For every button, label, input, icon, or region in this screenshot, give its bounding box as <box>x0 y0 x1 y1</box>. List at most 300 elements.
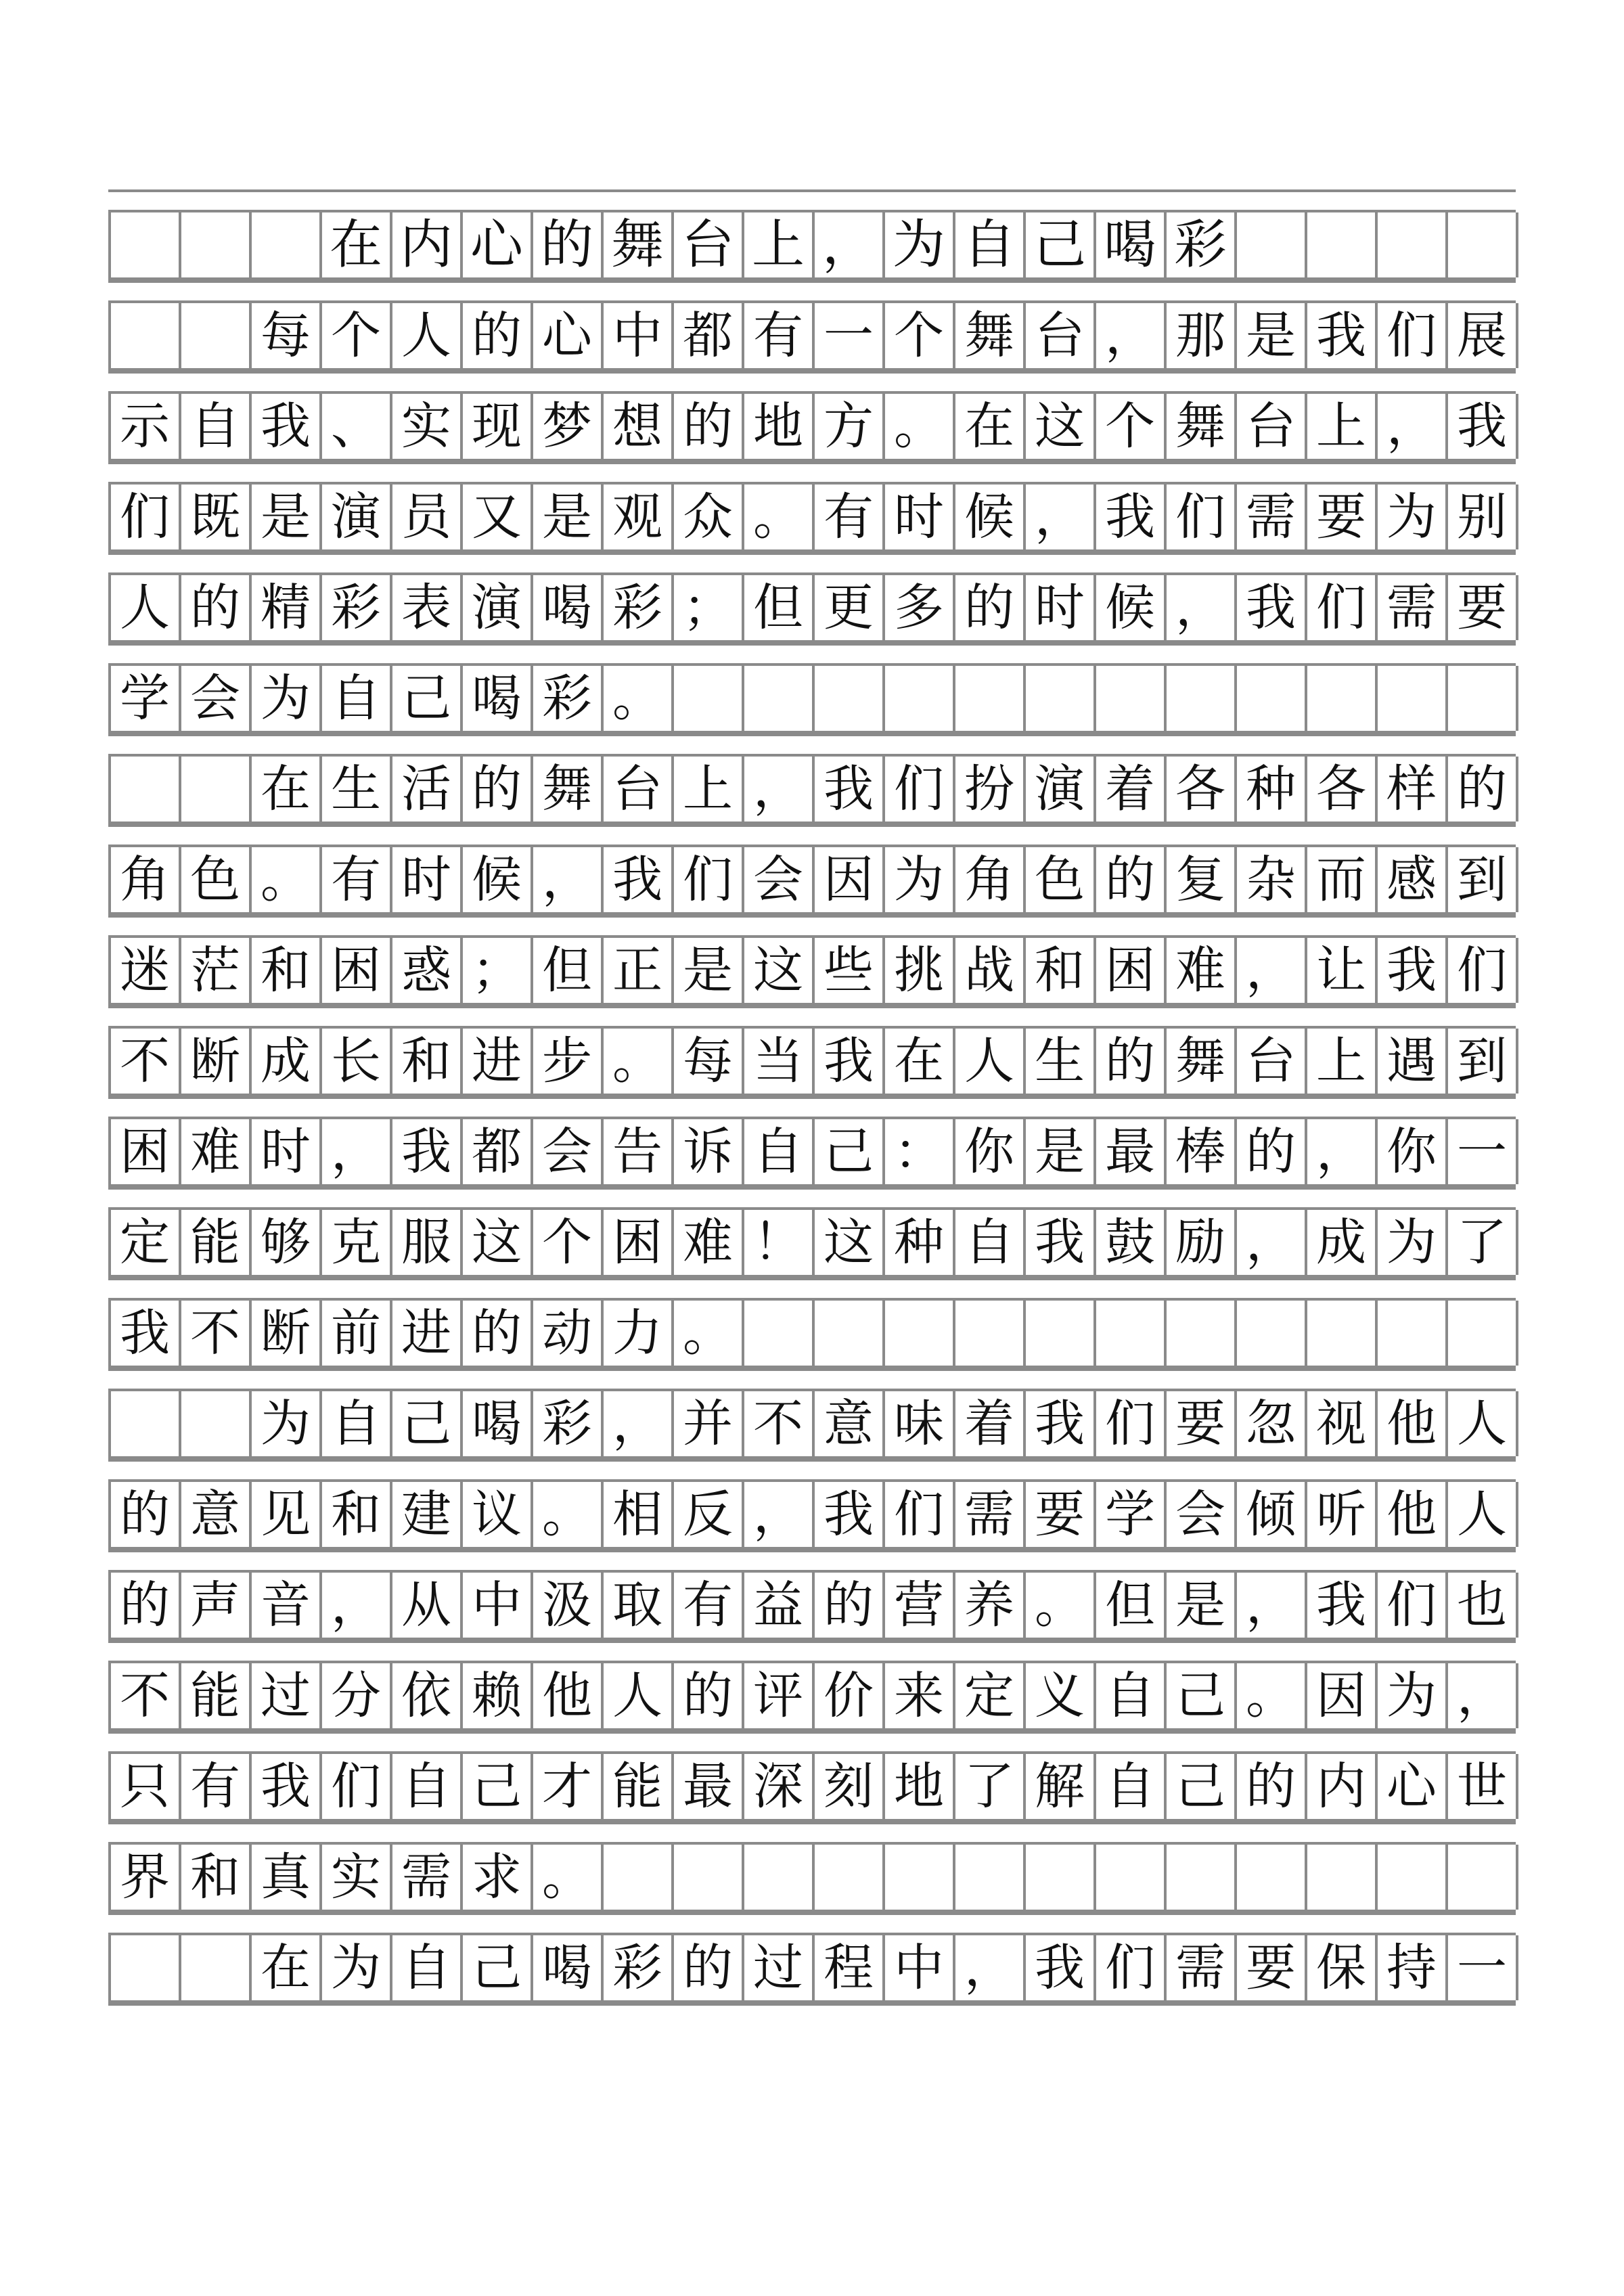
grid-cell: 惑 <box>392 938 463 1003</box>
grid-cell: ， <box>1237 1210 1307 1275</box>
grid-cell: 台 <box>674 212 744 277</box>
grid-cell <box>1448 666 1518 731</box>
row-spacer <box>108 1550 1516 1570</box>
grid-cell: 展 <box>1448 303 1518 368</box>
row-spacer <box>108 1187 1516 1207</box>
grid-cell: 有 <box>744 303 815 368</box>
row-spacer <box>108 462 1516 482</box>
grid-cell: 和 <box>252 938 322 1003</box>
text-row <box>108 754 1516 824</box>
grid-cell <box>1378 1845 1448 1910</box>
grid-cell: 们 <box>1378 1573 1448 1638</box>
grid-cell: 见 <box>252 1482 322 1547</box>
grid-cell <box>1167 666 1237 731</box>
grid-cell: 最 <box>1096 1119 1167 1184</box>
grid-cell: 我 <box>1026 1935 1096 2000</box>
grid-cell <box>181 1391 252 1456</box>
grid-cell: 自 <box>1096 1754 1167 1819</box>
grid-cell: 上 <box>1307 1029 1378 1094</box>
grid-cell <box>1096 1845 1167 1910</box>
grid-cell: 是 <box>1237 303 1307 368</box>
grid-cell: 喝 <box>533 1935 604 2000</box>
grid-cell: 正 <box>604 938 674 1003</box>
grid-cell: 心 <box>463 212 533 277</box>
grid-cell: 们 <box>1096 1935 1167 2000</box>
grid-cell: 到 <box>1448 847 1518 912</box>
grid-cell <box>1237 212 1307 277</box>
grid-cell: 和 <box>1026 938 1096 1003</box>
grid-cell: 但 <box>1096 1573 1167 1638</box>
grid-cell: 个 <box>885 303 955 368</box>
text-row <box>108 1751 1516 1822</box>
grid-cell <box>1026 1845 1096 1910</box>
grid-cell: 自 <box>322 666 392 731</box>
text-row <box>108 935 1516 1006</box>
grid-cell <box>181 757 252 821</box>
grid-cell: 时 <box>885 485 955 549</box>
grid-cell: 了 <box>955 1754 1026 1819</box>
text-row <box>108 482 1516 552</box>
grid-cell: 在 <box>252 1935 322 2000</box>
text-row <box>108 663 1516 734</box>
grid-cell: ， <box>1237 938 1307 1003</box>
row-spacer <box>108 1731 1516 1751</box>
grid-cell: 。 <box>744 485 815 549</box>
grid-cell: 为 <box>885 212 955 277</box>
grid-cell: 人 <box>955 1029 1026 1094</box>
grid-cell: 告 <box>604 1119 674 1184</box>
grid-cell: 候 <box>955 485 1026 549</box>
grid-cell: 都 <box>674 303 744 368</box>
grid-cell: 每 <box>252 303 322 368</box>
grid-cell: 。 <box>252 847 322 912</box>
grid-cell: 我 <box>1448 394 1518 459</box>
grid-cell: 自 <box>392 1935 463 2000</box>
grid-cell: 为 <box>252 666 322 731</box>
grid-cell: 地 <box>885 1754 955 1819</box>
grid-cell: 他 <box>1378 1391 1448 1456</box>
grid-cell <box>1096 666 1167 731</box>
grid-cell: 我 <box>252 1754 322 1819</box>
grid-cell <box>1307 212 1378 277</box>
grid-cell: 棒 <box>1167 1119 1237 1184</box>
grid-cell <box>1378 666 1448 731</box>
grid-cell: 迷 <box>111 938 181 1003</box>
grid-cell: 前 <box>322 1301 392 1366</box>
grid-cell: 最 <box>674 1754 744 1819</box>
grid-cell: 听 <box>1307 1482 1378 1547</box>
grid-cell: 。 <box>533 1482 604 1547</box>
text-row <box>108 845 1516 915</box>
grid-cell: 为 <box>1378 1663 1448 1728</box>
grid-cell: 候 <box>1096 575 1167 640</box>
grid-cell: 些 <box>815 938 885 1003</box>
grid-cell: 成 <box>252 1029 322 1094</box>
grid-cell: ， <box>322 1573 392 1638</box>
grid-cell: 彩 <box>533 1391 604 1456</box>
grid-cell: 当 <box>744 1029 815 1094</box>
grid-cell: ， <box>815 212 885 277</box>
grid-cell: 我 <box>252 394 322 459</box>
grid-cell: 和 <box>392 1029 463 1094</box>
grid-cell: ， <box>744 1482 815 1547</box>
grid-cell <box>1448 212 1518 277</box>
grid-cell: 己 <box>392 666 463 731</box>
row-spacer <box>108 643 1516 663</box>
grid-cell: 自 <box>1096 1663 1167 1728</box>
grid-cell <box>744 666 815 731</box>
grid-cell: 只 <box>111 1754 181 1819</box>
grid-cell: 候 <box>463 847 533 912</box>
grid-cell <box>604 1845 674 1910</box>
grid-cell: 心 <box>1378 1754 1448 1819</box>
grid-cell: 舞 <box>1167 1029 1237 1094</box>
grid-cell: 扮 <box>955 757 1026 821</box>
grid-cell: 的 <box>674 394 744 459</box>
grid-cell: 舞 <box>1167 394 1237 459</box>
grid-cell: 自 <box>181 394 252 459</box>
grid-cell: ！ <box>744 1210 815 1275</box>
grid-cell: 台 <box>1237 1029 1307 1094</box>
grid-cell: 的 <box>674 1663 744 1728</box>
grid-cell <box>744 1301 815 1366</box>
grid-cell: 角 <box>111 847 181 912</box>
grid-cell: ： <box>885 1119 955 1184</box>
grid-cell: 。 <box>533 1845 604 1910</box>
grid-cell: 我 <box>815 757 885 821</box>
grid-cell: 己 <box>1167 1754 1237 1819</box>
grid-cell: 我 <box>1237 575 1307 640</box>
row-spacer <box>108 552 1516 572</box>
grid-cell: 难 <box>1167 938 1237 1003</box>
grid-cell: 在 <box>322 212 392 277</box>
row-spacer <box>108 824 1516 845</box>
grid-cell: 种 <box>1237 757 1307 821</box>
grid-cell: ， <box>1448 1663 1518 1728</box>
grid-cell: 人 <box>1448 1391 1518 1456</box>
grid-cell <box>885 666 955 731</box>
grid-cell: 要 <box>1237 1935 1307 2000</box>
row-spacer <box>108 915 1516 935</box>
grid-cell: 的 <box>111 1573 181 1638</box>
grid-cell: 的 <box>674 1935 744 2000</box>
grid-cell: 自 <box>392 1754 463 1819</box>
grid-cell: 不 <box>111 1663 181 1728</box>
grid-cell: 。 <box>1026 1573 1096 1638</box>
row-spacer <box>108 734 1516 754</box>
grid-cell: 价 <box>815 1663 885 1728</box>
grid-cell: ， <box>744 757 815 821</box>
grid-cell: 我 <box>1307 303 1378 368</box>
grid-cell: 需 <box>1237 485 1307 549</box>
grid-cell: 分 <box>322 1663 392 1728</box>
grid-cell: 是 <box>1167 1573 1237 1638</box>
grid-cell: 梦 <box>533 394 604 459</box>
grid-cell: 时 <box>392 847 463 912</box>
grid-cell: 过 <box>252 1663 322 1728</box>
grid-cell: 为 <box>1378 485 1448 549</box>
grid-cell: 现 <box>463 394 533 459</box>
grid-cell: 自 <box>744 1119 815 1184</box>
grid-cell: 诉 <box>674 1119 744 1184</box>
grid-cell <box>1167 1845 1237 1910</box>
grid-cell: ， <box>1237 1573 1307 1638</box>
grid-cell: 保 <box>1307 1935 1378 2000</box>
row-spacer <box>108 1368 1516 1389</box>
grid-cell: 上 <box>674 757 744 821</box>
grid-cell: 困 <box>1096 938 1167 1003</box>
grid-cell: 赖 <box>463 1663 533 1728</box>
grid-cell: 和 <box>181 1845 252 1910</box>
grid-cell: 有 <box>674 1573 744 1638</box>
grid-cell <box>1307 1845 1378 1910</box>
grid-cell <box>885 1845 955 1910</box>
grid-cell: 们 <box>1378 303 1448 368</box>
grid-cell <box>111 1935 181 2000</box>
grid-cell: 需 <box>392 1845 463 1910</box>
text-row <box>108 300 1516 371</box>
grid-cell: 己 <box>1026 212 1096 277</box>
grid-cell: 我 <box>1378 938 1448 1003</box>
grid-cell: 们 <box>674 847 744 912</box>
grid-cell: 因 <box>815 847 885 912</box>
grid-cell: 演 <box>322 485 392 549</box>
grid-cell: 。 <box>604 666 674 731</box>
grid-cell: 会 <box>181 666 252 731</box>
grid-cell: 求 <box>463 1845 533 1910</box>
grid-cell: 在 <box>955 394 1026 459</box>
grid-cell: 这 <box>463 1210 533 1275</box>
grid-cell: 内 <box>1307 1754 1378 1819</box>
grid-cell: 来 <box>885 1663 955 1728</box>
grid-cell: 他 <box>533 1663 604 1728</box>
grid-cell: 力 <box>604 1301 674 1366</box>
grid-cell: 自 <box>955 212 1026 277</box>
text-row <box>108 1298 1516 1368</box>
grid-cell <box>1448 1301 1518 1366</box>
grid-cell: 要 <box>1026 1482 1096 1547</box>
grid-cell: 义 <box>1026 1663 1096 1728</box>
grid-cell: ， <box>955 1935 1026 2000</box>
grid-cell: 一 <box>815 303 885 368</box>
grid-cell <box>1096 1301 1167 1366</box>
text-row <box>108 1842 1516 1912</box>
grid-cell: 活 <box>392 757 463 821</box>
grid-cell: 这 <box>815 1210 885 1275</box>
grid-cell: 持 <box>1378 1935 1448 2000</box>
row-spacer <box>108 2003 1516 2023</box>
grid-cell: 需 <box>955 1482 1026 1547</box>
text-row <box>108 391 1516 462</box>
grid-cell <box>111 212 181 277</box>
grid-cell: 样 <box>1378 757 1448 821</box>
grid-cell <box>181 303 252 368</box>
grid-cell: 不 <box>181 1301 252 1366</box>
grid-cell <box>1237 1845 1307 1910</box>
grid-cell: 己 <box>463 1754 533 1819</box>
grid-cell: 员 <box>392 485 463 549</box>
grid-cell: 个 <box>533 1210 604 1275</box>
grid-cell: 忽 <box>1237 1391 1307 1456</box>
grid-cell: 一 <box>1448 1119 1518 1184</box>
grid-cell: 长 <box>322 1029 392 1094</box>
grid-cell: 会 <box>533 1119 604 1184</box>
grid-cell <box>1448 1845 1518 1910</box>
grid-cell: 会 <box>1167 1482 1237 1547</box>
grid-cell: 反 <box>674 1482 744 1547</box>
grid-cell: 你 <box>1378 1119 1448 1184</box>
grid-cell: 演 <box>1026 757 1096 821</box>
row-spacer <box>108 280 1516 300</box>
grid-cell: 才 <box>533 1754 604 1819</box>
grid-cell: 内 <box>392 212 463 277</box>
row-spacer <box>108 1640 1516 1661</box>
grid-cell: 有 <box>815 485 885 549</box>
grid-cell <box>1378 1301 1448 1366</box>
grid-cell: 的 <box>955 575 1026 640</box>
row-spacer <box>108 189 1516 210</box>
grid-cell: 色 <box>181 847 252 912</box>
grid-cell: 我 <box>815 1482 885 1547</box>
grid-cell: 那 <box>1167 303 1237 368</box>
grid-cell: 定 <box>955 1663 1026 1728</box>
grid-cell: 的 <box>111 1482 181 1547</box>
grid-cell: 这 <box>1026 394 1096 459</box>
grid-cell: 着 <box>955 1391 1026 1456</box>
grid-cell: 汲 <box>533 1573 604 1638</box>
grid-cell: 需 <box>1167 1935 1237 2000</box>
grid-cell: 刻 <box>815 1754 885 1819</box>
grid-cell: 生 <box>1026 1029 1096 1094</box>
grid-cell: 真 <box>252 1845 322 1910</box>
grid-cell <box>744 1845 815 1910</box>
grid-cell: 能 <box>604 1754 674 1819</box>
grid-cell: ， <box>1307 1119 1378 1184</box>
grid-cell: ， <box>533 847 604 912</box>
grid-cell: ； <box>674 575 744 640</box>
grid-cell: 和 <box>322 1482 392 1547</box>
grid-cell: 进 <box>463 1029 533 1094</box>
row-spacer <box>108 1459 1516 1479</box>
grid-cell: 着 <box>1096 757 1167 821</box>
grid-cell: 益 <box>744 1573 815 1638</box>
grid-cell: 彩 <box>1167 212 1237 277</box>
grid-cell: 、 <box>322 394 392 459</box>
grid-cell: 上 <box>1307 394 1378 459</box>
grid-cell: 并 <box>674 1391 744 1456</box>
grid-cell: 。 <box>1237 1663 1307 1728</box>
grid-cell: 们 <box>1448 938 1518 1003</box>
grid-cell: 复 <box>1167 847 1237 912</box>
grid-cell: 我 <box>815 1029 885 1094</box>
grid-cell: 进 <box>392 1301 463 1366</box>
grid-cell: 色 <box>1026 847 1096 912</box>
grid-cell: 意 <box>815 1391 885 1456</box>
grid-cell: 们 <box>1167 485 1237 549</box>
grid-cell: ， <box>604 1391 674 1456</box>
grid-cell <box>1237 1301 1307 1366</box>
grid-cell: 实 <box>322 1845 392 1910</box>
grid-cell: 的 <box>1448 757 1518 821</box>
grid-cell: 能 <box>181 1210 252 1275</box>
grid-cell: 深 <box>744 1754 815 1819</box>
grid-cell: 你 <box>955 1119 1026 1184</box>
grid-cell: 服 <box>392 1210 463 1275</box>
grid-cell: 意 <box>181 1482 252 1547</box>
grid-cell: 但 <box>533 938 604 1003</box>
grid-cell: ， <box>322 1119 392 1184</box>
grid-cell <box>252 212 322 277</box>
grid-cell: 自 <box>955 1210 1026 1275</box>
grid-cell: 他 <box>1378 1482 1448 1547</box>
row-spacer <box>108 1912 1516 1933</box>
grid-cell: 因 <box>1307 1663 1378 1728</box>
grid-cell: ， <box>1026 485 1096 549</box>
row-spacer <box>108 1006 1516 1026</box>
grid-cell: 台 <box>1026 303 1096 368</box>
grid-cell: 各 <box>1307 757 1378 821</box>
grid-cell: 界 <box>111 1845 181 1910</box>
grid-cell: 观 <box>604 485 674 549</box>
grid-cell: 学 <box>1096 1482 1167 1547</box>
grid-cell <box>181 212 252 277</box>
grid-cell: 我 <box>1307 1573 1378 1638</box>
grid-cell: 相 <box>604 1482 674 1547</box>
grid-cell: 精 <box>252 575 322 640</box>
grid-cell <box>955 666 1026 731</box>
grid-cell: 我 <box>1096 485 1167 549</box>
grid-cell: 挑 <box>885 938 955 1003</box>
grid-cell: 的 <box>1237 1754 1307 1819</box>
grid-cell: 够 <box>252 1210 322 1275</box>
grid-cell: 要 <box>1307 485 1378 549</box>
grid-cell: 不 <box>744 1391 815 1456</box>
grid-cell: 而 <box>1307 847 1378 912</box>
grid-cell <box>1378 212 1448 277</box>
grid-cell: 们 <box>322 1754 392 1819</box>
grid-cell: 我 <box>111 1301 181 1366</box>
grid-cell: 喝 <box>533 575 604 640</box>
grid-cell: 们 <box>885 1482 955 1547</box>
grid-cell: 演 <box>463 575 533 640</box>
grid-cell <box>1307 1301 1378 1366</box>
grid-cell: 们 <box>1096 1391 1167 1456</box>
text-row <box>108 1389 1516 1459</box>
grid-cell: 们 <box>1307 575 1378 640</box>
grid-cell: 的 <box>463 757 533 821</box>
grid-cell: 时 <box>252 1119 322 1184</box>
grid-cell: 喝 <box>463 666 533 731</box>
grid-cell: 既 <box>181 485 252 549</box>
grid-cell <box>111 303 181 368</box>
row-spacer <box>108 1096 1516 1117</box>
grid-cell: 人 <box>392 303 463 368</box>
row-spacer <box>108 1822 1516 1842</box>
grid-cell: 是 <box>252 485 322 549</box>
grid-cell: 彩 <box>604 1935 674 2000</box>
grid-cell: 彩 <box>533 666 604 731</box>
grid-cell <box>1307 666 1378 731</box>
grid-cell: 鼓 <box>1096 1210 1167 1275</box>
grid-cell: 音 <box>252 1573 322 1638</box>
grid-cell: 在 <box>252 757 322 821</box>
grid-cell: 我 <box>604 847 674 912</box>
text-row <box>108 1207 1516 1278</box>
grid-cell: 需 <box>1378 575 1448 640</box>
grid-cell: 们 <box>885 757 955 821</box>
grid-cell: 又 <box>463 485 533 549</box>
grid-cell: 感 <box>1378 847 1448 912</box>
